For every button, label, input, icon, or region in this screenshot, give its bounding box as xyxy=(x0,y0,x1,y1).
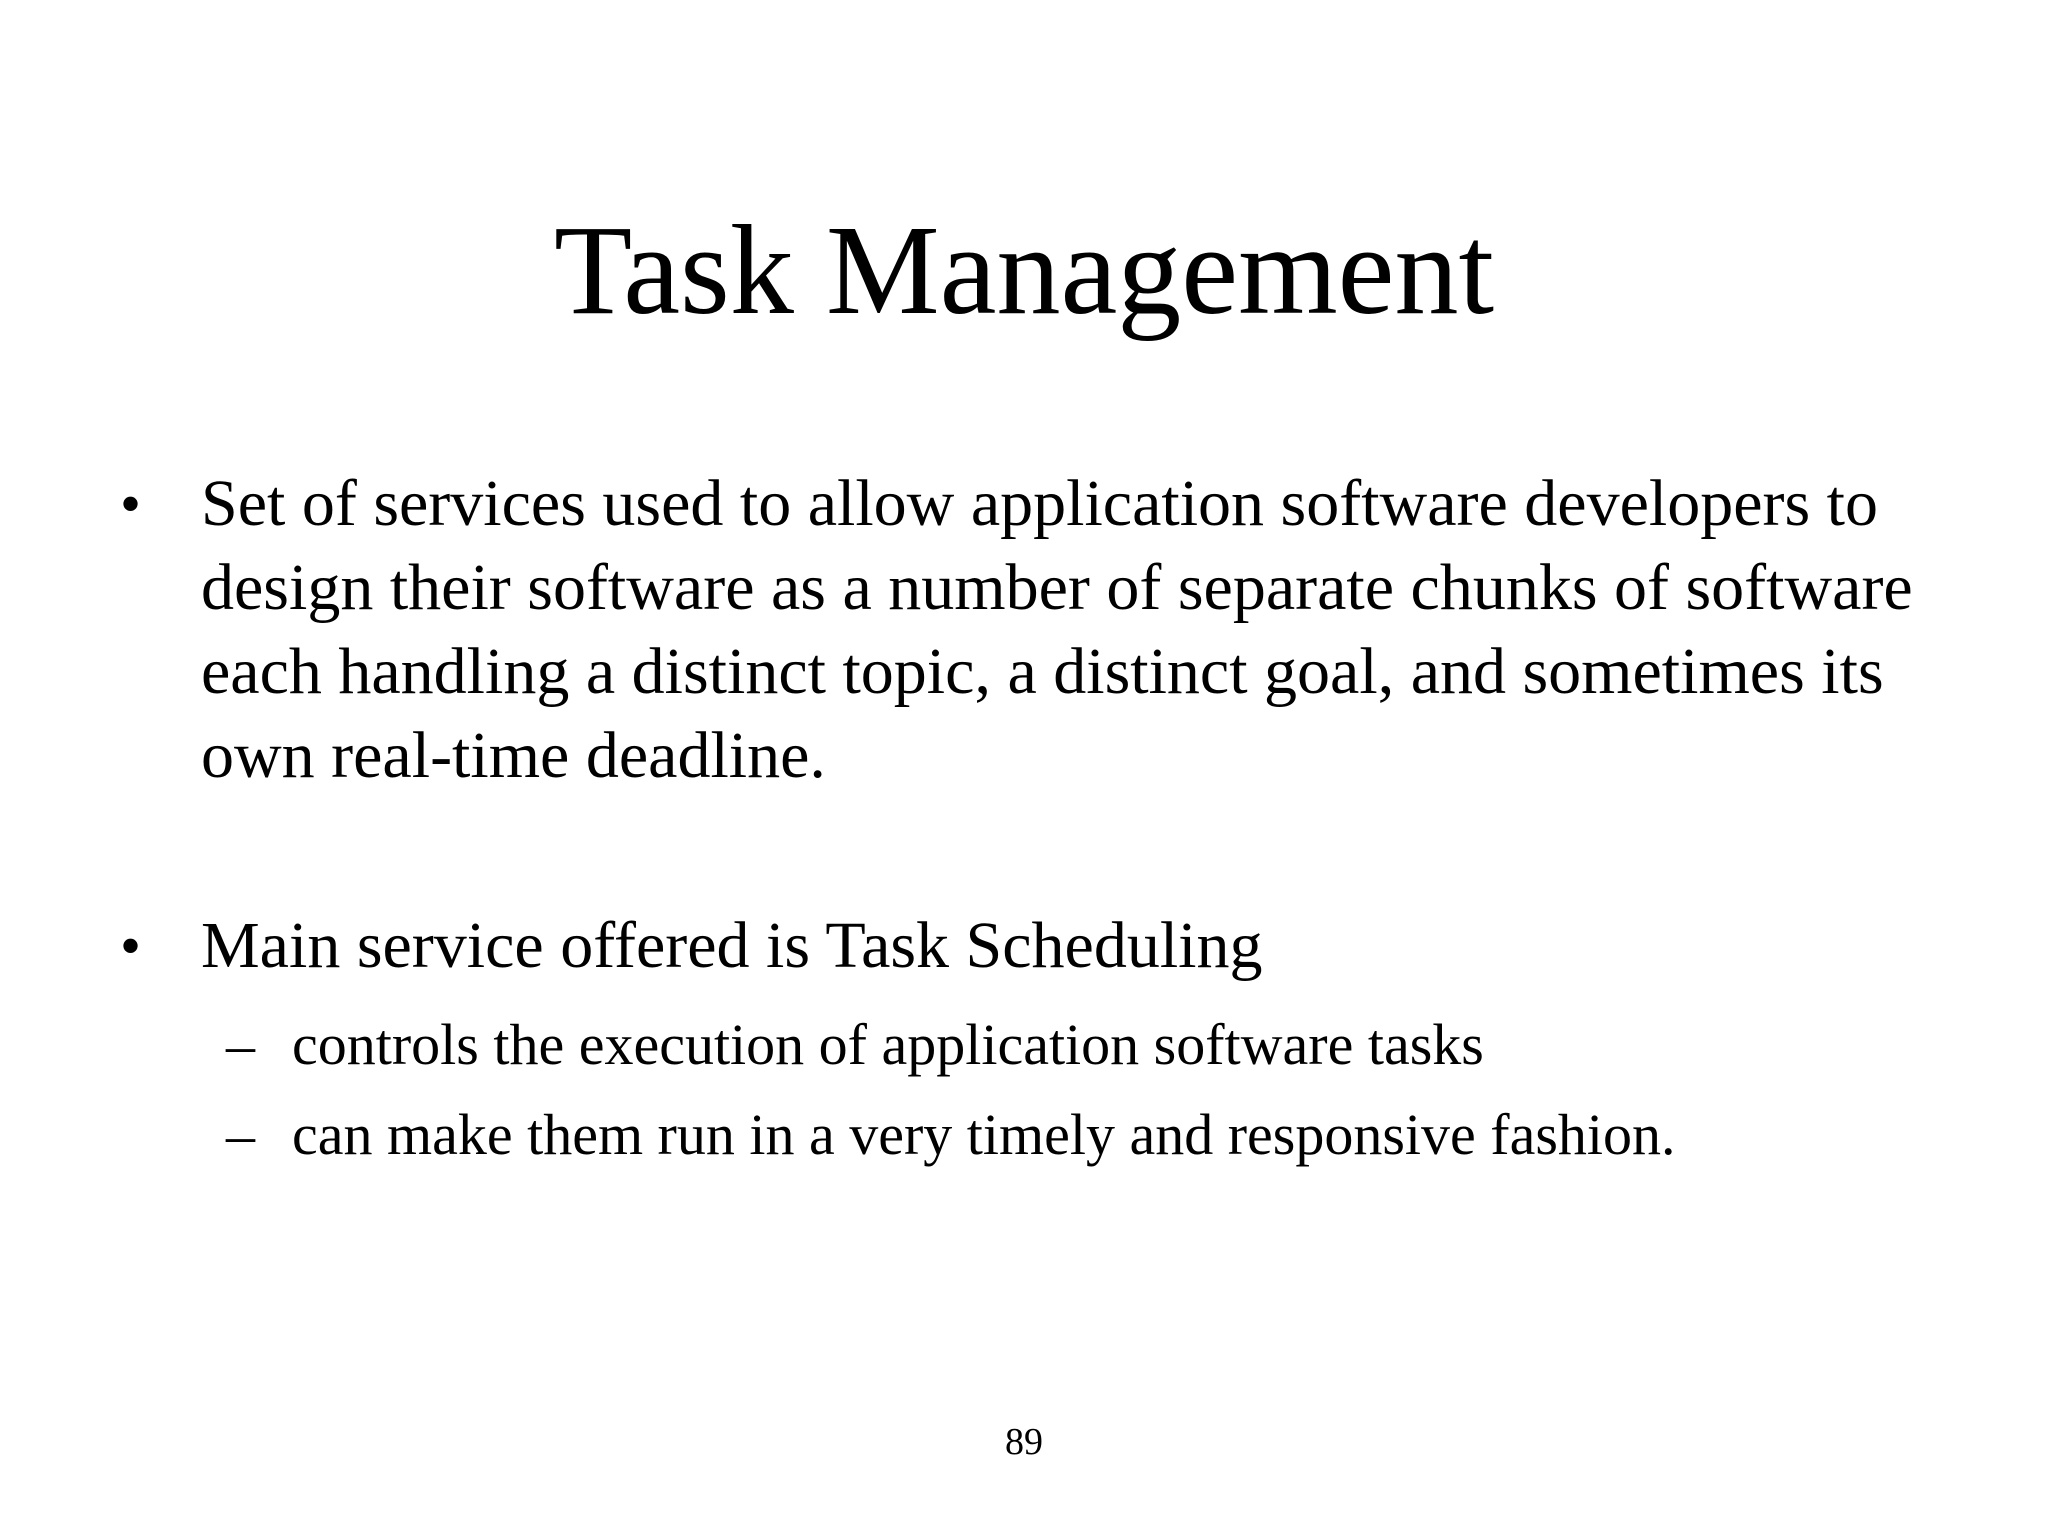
bullet-icon: • xyxy=(120,913,142,979)
slide-title: Task Management xyxy=(553,199,1495,341)
sub-item-text: can make them run in a very timely and responsive fashion. xyxy=(292,1102,1676,1167)
bullet-text: Set of services used to allow application software developers to design their software as a number of separate chunks of software each handling a distinct topic, a distinct goal, and sometimes its own real-time deadline. xyxy=(201,467,1913,792)
bullet-icon: • xyxy=(120,471,142,537)
dash-icon: – xyxy=(226,1012,255,1077)
sub-item-text: controls the execution of application software tasks xyxy=(292,1012,1484,1077)
bullet-text: Main service offered is Task Scheduling xyxy=(201,909,1263,982)
dash-icon: – xyxy=(226,1102,255,1167)
page-number: 89 xyxy=(1005,1421,1043,1463)
